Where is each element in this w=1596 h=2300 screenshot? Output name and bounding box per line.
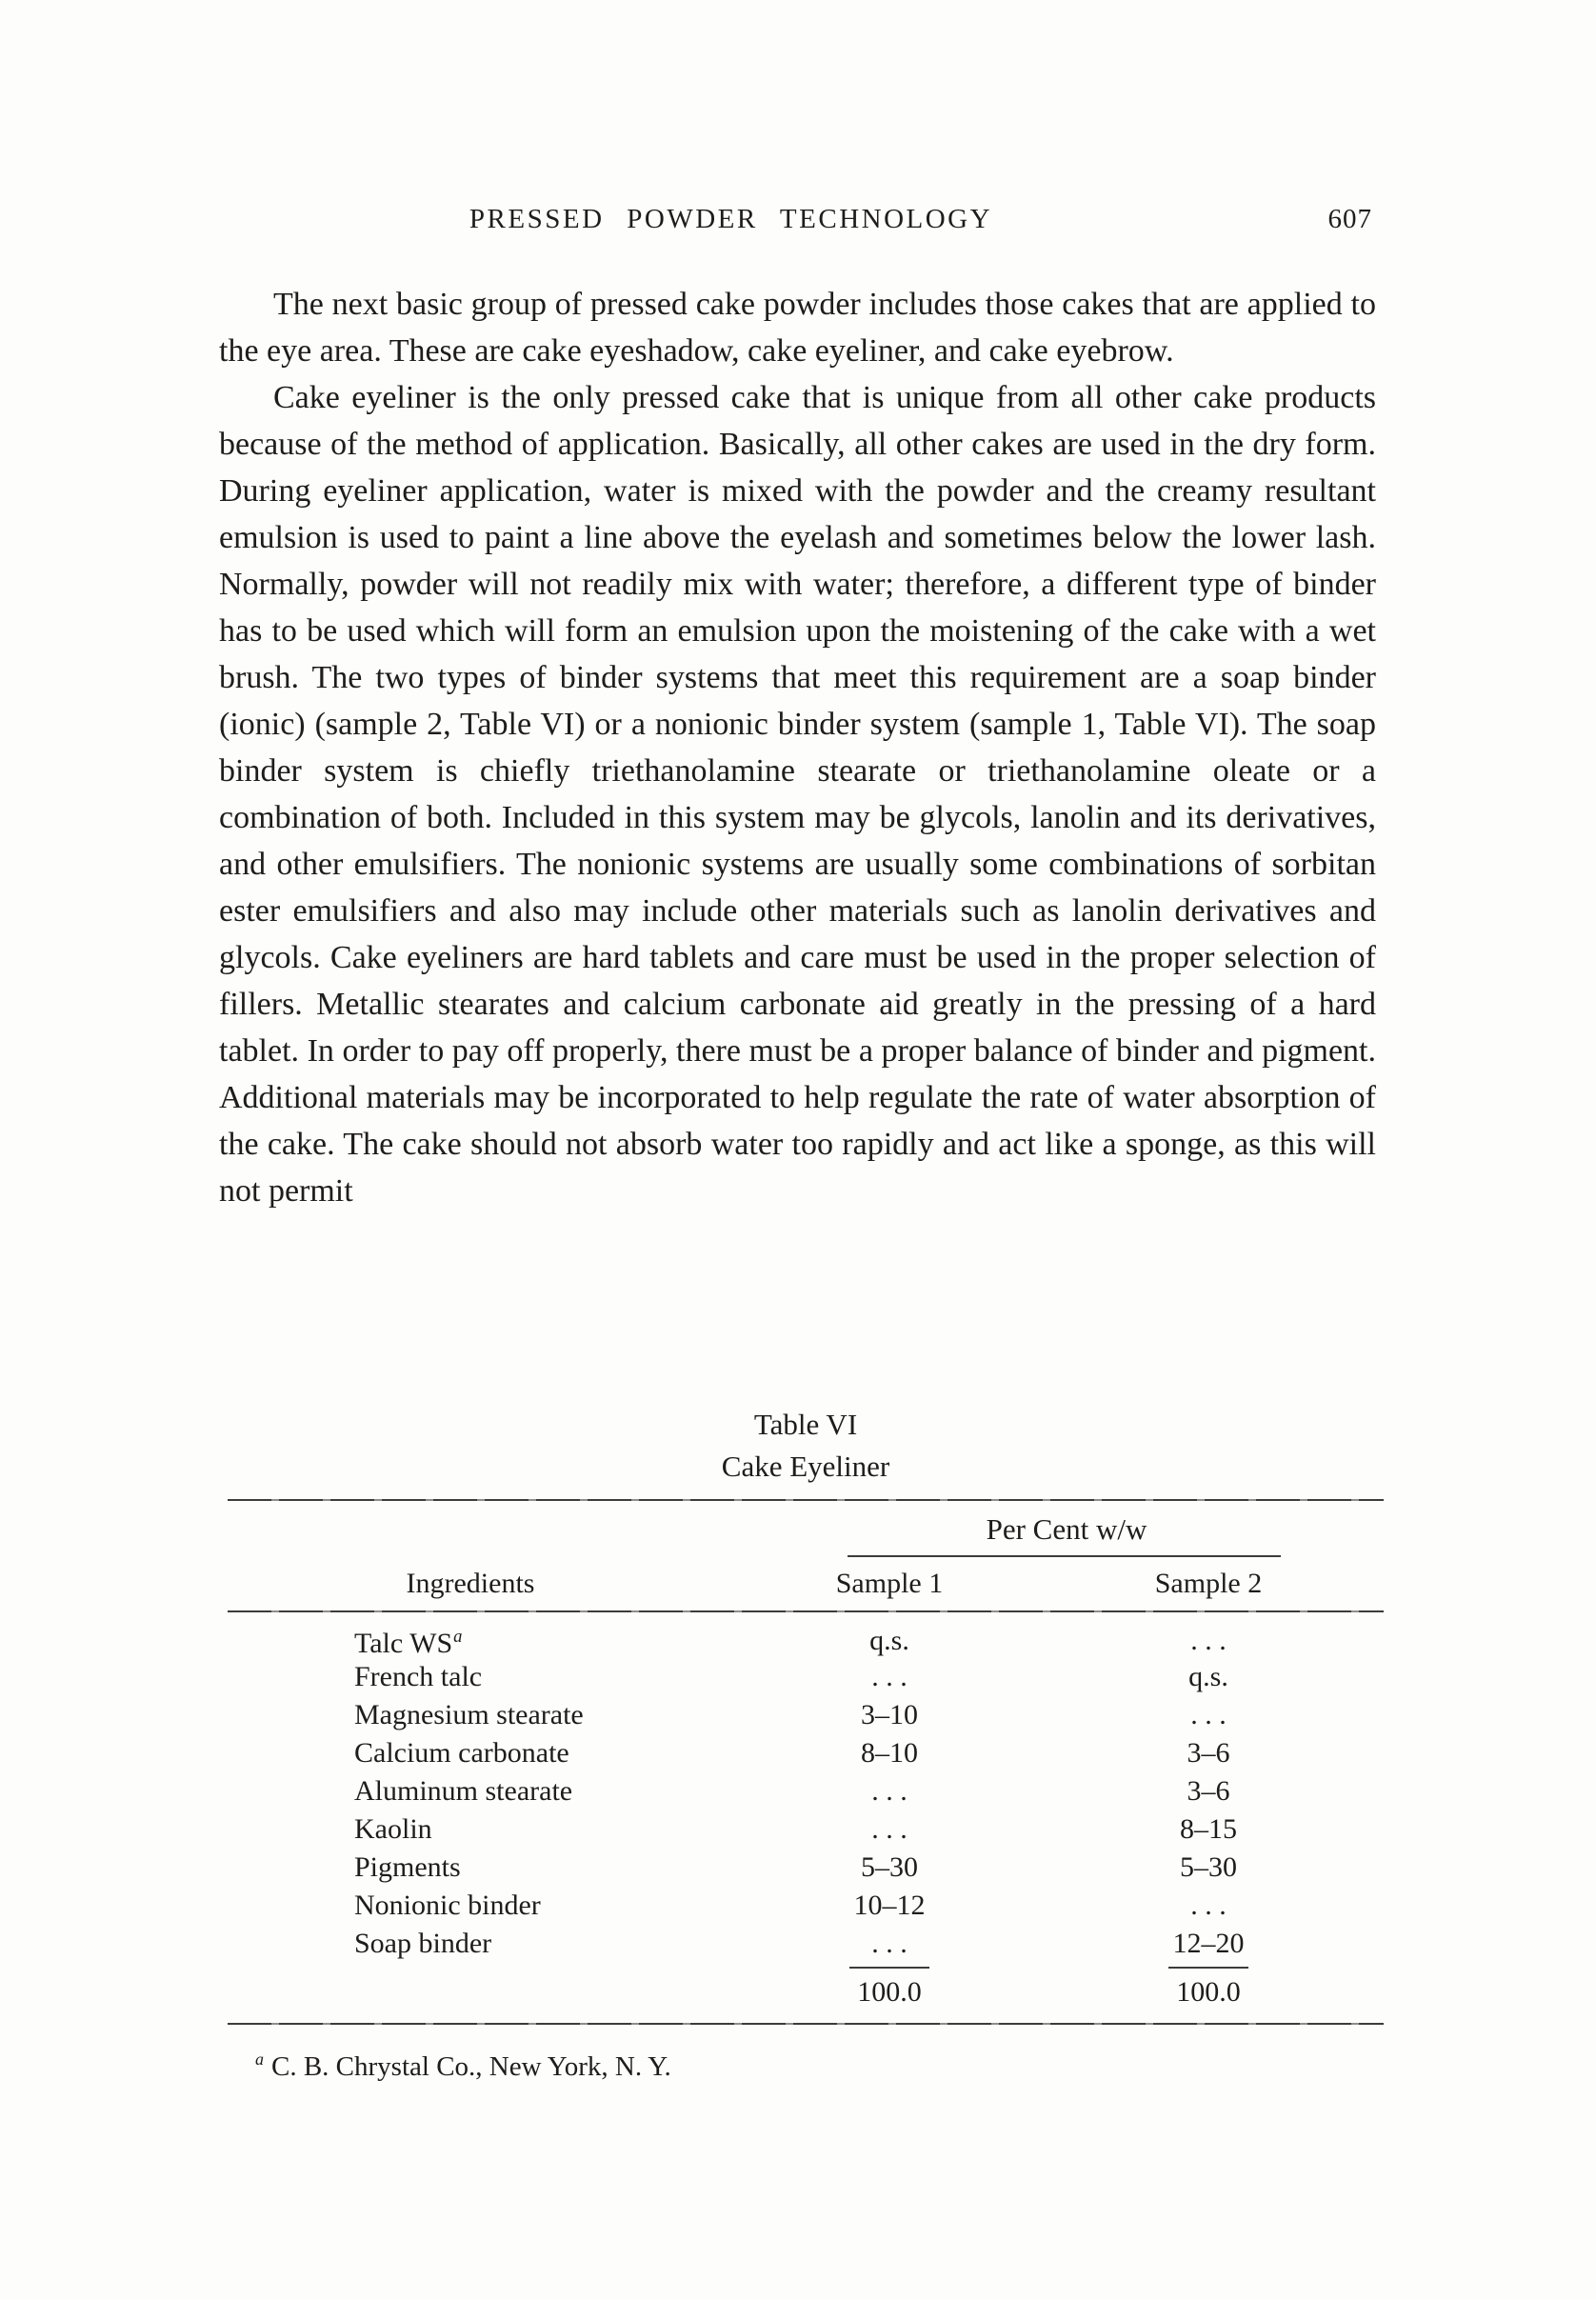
table-row bbox=[228, 1620, 1384, 1658]
table-bottom-rule bbox=[228, 2023, 1384, 2025]
table-title: Table VI bbox=[753, 1408, 858, 1441]
sample1-value: . . . bbox=[871, 1775, 908, 1807]
page-number: 607 bbox=[1327, 204, 1372, 234]
sample1-value: q.s. bbox=[869, 1624, 909, 1656]
ingredient-name: French talc bbox=[354, 1661, 483, 1692]
sample2-value: . . . bbox=[1190, 1699, 1227, 1730]
table-row bbox=[228, 1810, 1384, 1849]
sample1-total-rule bbox=[849, 1967, 929, 1969]
sample1-value: 3–10 bbox=[861, 1699, 918, 1730]
table-vi bbox=[228, 1408, 1384, 2084]
paragraph-1: The next basic group of pressed cake powder includes those cakes that are applied to the eye area. These are cake eyeshadow, cake eyeliner, and cake eyebrow. bbox=[219, 287, 1376, 369]
header-spacer bbox=[228, 1501, 713, 1547]
header-spacer bbox=[228, 1547, 713, 1557]
table-body bbox=[228, 1620, 1384, 1963]
ingredient-name: Pigments bbox=[354, 1851, 461, 1883]
column-header-ingredients: Ingredients bbox=[406, 1568, 535, 1599]
sample2-value: 12–20 bbox=[1172, 1928, 1245, 1959]
body-text bbox=[219, 281, 1376, 1214]
sample2-value: q.s. bbox=[1188, 1661, 1228, 1692]
table-row bbox=[228, 1772, 1384, 1810]
sample2-total bbox=[1066, 1967, 1351, 2010]
ingredient-name: Nonionic binder bbox=[354, 1890, 541, 1921]
table-row bbox=[228, 1658, 1384, 1696]
ingredient-name: Soap binder bbox=[354, 1928, 492, 1959]
table-subtitle: Cake Eyeliner bbox=[721, 1450, 890, 1483]
column-group-header: Per Cent w/w bbox=[986, 1512, 1147, 1546]
footnote-text: C. B. Chrystal Co., New York, N. Y. bbox=[270, 2050, 671, 2082]
sample2-value: 8–15 bbox=[1180, 1813, 1237, 1845]
sample1-total-value: 100.0 bbox=[857, 1976, 922, 2008]
sample2-total-value: 100.0 bbox=[1176, 1976, 1241, 2008]
sample1-value: 5–30 bbox=[861, 1851, 918, 1883]
sample1-value: . . . bbox=[871, 1661, 908, 1692]
footnote-marker: a bbox=[453, 1627, 463, 1647]
sample2-value: . . . bbox=[1190, 1624, 1227, 1656]
ingredient-name: Calcium carbonate bbox=[354, 1737, 569, 1769]
column-header-sample1: Sample 1 bbox=[835, 1568, 944, 1599]
sample1-value: 8–10 bbox=[861, 1737, 918, 1769]
totals-row bbox=[228, 1967, 1384, 2010]
sample2-value: . . . bbox=[1190, 1890, 1227, 1921]
sample1-value: 10–12 bbox=[853, 1890, 926, 1921]
running-head-title: PRESSED POWDER TECHNOLOGY bbox=[469, 204, 993, 234]
paragraph-2: Cake eyeliner is the only pressed cake that is unique from all other cake products because of the method of application. Basically, all other cakes are used in the dry form. During eyeliner application, water is mixed with the powder and the creamy resultant emulsion is used to paint a line above the eyelash and sometimes below the lower lash. Normally, powder will not readily mix with water; therefore, a different type of binder has to be used which will form an emulsion upon the moistening of the cake with a wet brush. The two types of binder systems that meet this requirement are a soap binder (ionic) (sample 2, Table VI) or a nonionic binder system (sample 1, Table VI). The soap binder system is chiefly triethanolamine stearate or triethanolamine oleate or a combination of both. Included in this system may be glycols, lanolin and its derivatives, and other emulsifiers. The nonionic systems are usually some combinations of sorbitan ester emulsifiers and also may include other materials such as lanolin derivatives and glycols. Cake eyeliners are hard tablets and care must be used in the proper selection of fillers. Metallic stearates and calcium carbonate aid greatly in the pressing of a hard tablet. In order to pay off properly, there must be a proper balance of binder and pigment. Additional materials may be incorporated to help regulate the rate of water absorption of the cake. The cake should not absorb water too rapidly and act like a sponge, as this will not permit bbox=[219, 380, 1376, 1209]
table-row bbox=[228, 1734, 1384, 1772]
sample2-total-rule bbox=[1168, 1967, 1248, 1969]
ingredient-name: Talc WS bbox=[354, 1628, 453, 1659]
ingredient-name: Aluminum stearate bbox=[354, 1775, 573, 1807]
table-row bbox=[228, 1925, 1384, 1963]
table-row bbox=[228, 1887, 1384, 1925]
footnote-marker: a bbox=[255, 2050, 264, 2069]
ingredient-name: Kaolin bbox=[354, 1813, 432, 1845]
column-header-sample2: Sample 2 bbox=[1154, 1568, 1263, 1599]
sample2-value: 3–6 bbox=[1187, 1737, 1230, 1769]
table-footnote bbox=[228, 2042, 1384, 2084]
ingredient-name: Magnesium stearate bbox=[354, 1699, 584, 1730]
table-header-rule bbox=[228, 1610, 1384, 1612]
sample1-value: . . . bbox=[871, 1813, 908, 1845]
page-header bbox=[219, 204, 1376, 235]
table-row bbox=[228, 1696, 1384, 1734]
sample2-value: 3–6 bbox=[1187, 1775, 1230, 1807]
sample1-total bbox=[713, 1967, 1066, 2010]
table-header bbox=[228, 1501, 1384, 1601]
totals-spacer bbox=[228, 1967, 713, 2010]
sample1-value: . . . bbox=[871, 1928, 908, 1959]
table-row bbox=[228, 1849, 1384, 1887]
sample2-value: 5–30 bbox=[1180, 1851, 1237, 1883]
